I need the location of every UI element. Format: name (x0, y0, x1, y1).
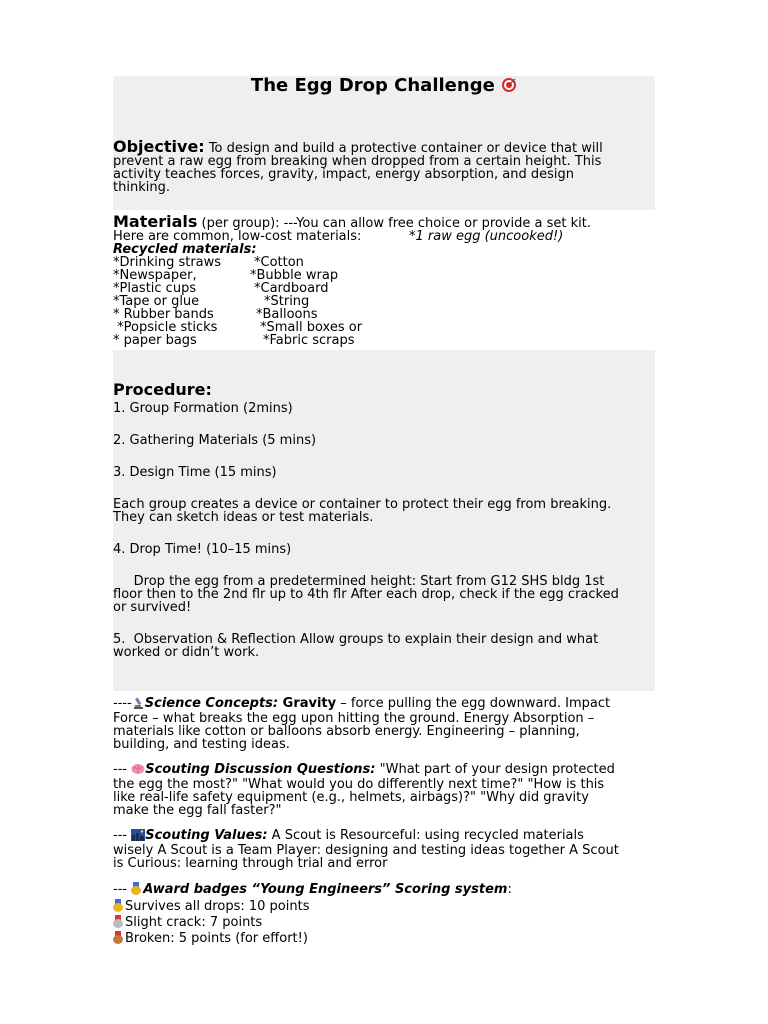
procedure-step-2: 2. Gathering Materials (5 mins) (113, 433, 317, 448)
objective-text-4: thinking. (113, 180, 170, 195)
procedure-step-5-line-2: worked or didn’t work. (113, 645, 260, 660)
values-section (113, 829, 658, 870)
procedure-step-4-desc (113, 575, 658, 614)
procedure-step-3: 3. Design Time (15 mins) (113, 465, 277, 480)
award-bronze-text: Broken: 5 points (for effort!) (125, 931, 308, 946)
list-item: *Plastic cups (113, 281, 197, 296)
page-title (113, 76, 655, 98)
discussion-prefix: --- (113, 762, 132, 777)
procedure-step-4-desc-3: or survived! (113, 600, 192, 615)
materials-list (113, 256, 658, 347)
award-gold-row (113, 899, 658, 913)
procedure-section (113, 380, 658, 399)
materials-section (113, 212, 658, 348)
science-concepts-section (113, 696, 658, 751)
science-label: Science Concepts: (144, 696, 279, 711)
medal-icon (131, 882, 141, 895)
list-item: *Tape or glue (113, 294, 200, 309)
procedure-step-1: 1. Group Formation (2mins) (113, 401, 293, 416)
procedure-heading: Procedure: (113, 380, 212, 399)
objective-text-2: prevent a raw egg from breaking when dropped from a certain height. This (113, 154, 602, 169)
list-item: *Newspaper, (113, 268, 197, 283)
award-silver-row (113, 915, 658, 929)
science-prefix: ---- (113, 696, 132, 711)
values-line-1-rest: A Scout is Resourceful: using recycled materials (267, 828, 584, 843)
science-gravity-term: Gravity (278, 696, 337, 711)
procedure-step-4-desc-2: floor then to the 2nd flr up to 4th flr After each drop, check if the egg cracked (113, 587, 619, 602)
list-item: *String (264, 294, 310, 309)
discussion-line-4: make the egg fall faster?" (113, 803, 282, 818)
values-prefix: --- (113, 828, 132, 843)
list-item: *Cardboard (254, 281, 329, 296)
procedure-step-4-desc-1: Drop the egg from a predetermined height: Start from G12 SHS bldg 1st (113, 574, 605, 589)
materials-heading: Materials (113, 212, 198, 231)
materials-per-group: (per group): ---You can allow free choice or provide a set kit. (197, 216, 591, 231)
discussion-section (113, 763, 658, 817)
procedure-step-3-desc (113, 498, 658, 524)
award-silver-text: Slight crack: 7 points (125, 915, 263, 930)
objective-text-1: To design and build a protective container or device that will (204, 141, 603, 156)
science-line-2: Force – what breaks the egg upon hitting the ground. Energy Absorption – (113, 711, 595, 726)
procedure-step-5-line-1: 5. Observation & Reflection Allow groups to explain their design and what (113, 632, 599, 647)
night-scene-icon (131, 829, 145, 844)
gold-medal-icon (113, 899, 123, 912)
objective-section (113, 137, 658, 195)
recycled-materials-label: Recycled materials: (113, 242, 257, 257)
awards-label: Award badges “Young Engineers” Scoring system (143, 882, 508, 897)
awards-section (113, 882, 658, 945)
discussion-label: Scouting Discussion Questions: (145, 762, 376, 777)
discussion-line-1-rest: "What part of your design protected (375, 762, 615, 777)
microscope-icon (132, 696, 145, 712)
procedure-step-3-desc-2: They can sketch ideas or test materials. (113, 510, 374, 525)
award-bronze-row (113, 931, 658, 945)
list-item: * paper bags (113, 333, 197, 348)
materials-raw-egg: *1 raw egg (uncooked!) (409, 229, 564, 244)
procedure-step-4: 4. Drop Time! (10–15 mins) (113, 542, 292, 557)
discussion-line-3: like real-life safety equipment (e.g., helmets, airbags)?" "Why did gravity (113, 790, 589, 805)
values-label: Scouting Values: (145, 828, 268, 843)
science-line-3: materials like cotton or balloons absorb energy. Engineering – planning, (113, 724, 580, 739)
target-icon (501, 77, 517, 98)
materials-right-column (113, 256, 413, 347)
awards-colon: : (507, 882, 512, 897)
list-item: *Bubble wrap (250, 268, 339, 283)
award-gold-text: Survives all drops: 10 points (125, 899, 310, 914)
title-text: The Egg Drop Challenge (250, 75, 495, 96)
science-line-4: building, and testing ideas. (113, 737, 290, 752)
list-item: *Popsicle sticks (113, 320, 218, 335)
materials-common-line: Here are common, low-cost materials: (113, 229, 362, 244)
procedure-step-5 (113, 633, 658, 659)
objective-text-3: activity teaches forces, gravity, impact, energy absorption, and design (113, 167, 574, 182)
values-line-2: wisely A Scout is a Team Player: designing and testing ideas together A Scout (113, 843, 619, 858)
awards-prefix: --- (113, 882, 132, 897)
science-line-1-rest: – force pulling the egg downward. Impact (336, 696, 611, 711)
list-item: *Cotton (254, 255, 304, 270)
discussion-line-2: the egg the most?" "What would you do differently next time?" "How is this (113, 777, 605, 792)
list-item: *Drinking straws (113, 255, 222, 270)
list-item: *Small boxes or (260, 320, 363, 335)
procedure-step-3-desc-1: Each group creates a device or container to protect their egg from breaking. (113, 497, 612, 512)
silver-medal-icon (113, 915, 123, 928)
list-item: *Fabric scraps (263, 333, 355, 348)
brain-icon (131, 763, 145, 778)
list-item: *Balloons (256, 307, 318, 322)
bronze-medal-icon (113, 931, 123, 944)
objective-heading: Objective: (113, 137, 205, 156)
list-item: * Rubber bands (113, 307, 214, 322)
values-line-3: is Curious: learning through trial and error (113, 856, 388, 871)
